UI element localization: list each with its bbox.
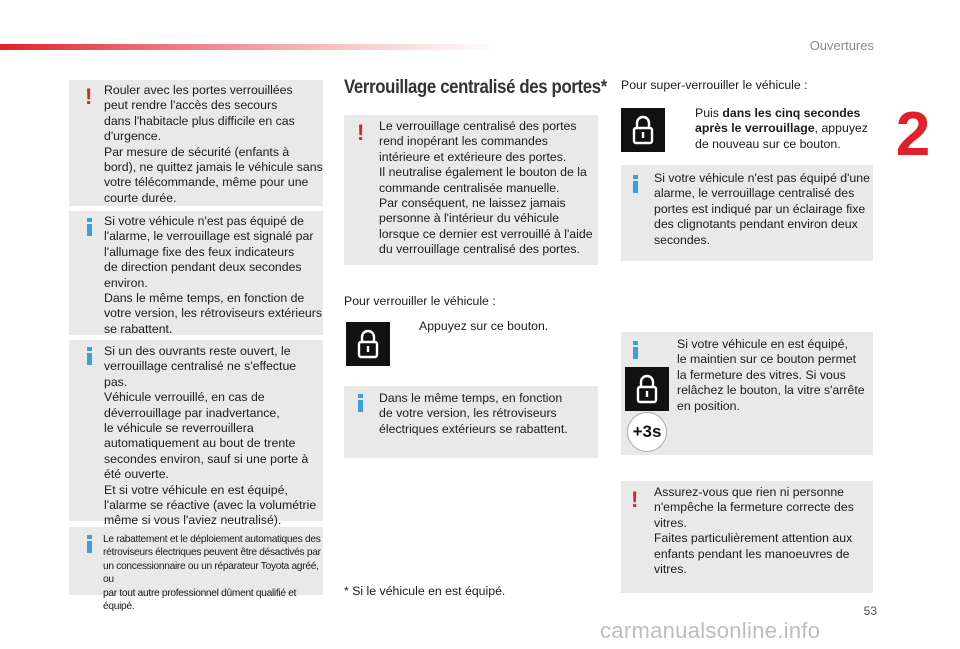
header-accent-bar	[0, 44, 500, 50]
warning-box-doors-locked	[69, 80, 323, 206]
lock-button	[346, 322, 390, 366]
warning-text: Rouler avec les portes verrouillées peut rendre l'accès des secours dans l'habitacle plus difficile en cas d'urgence. Par mesure de sécurité (enfants à bord), ne quittez jamais le véhicule sans votre télécommande, même pour une courte durée.	[104, 83, 323, 205]
lock-icon	[632, 115, 654, 145]
footnote: * Si le véhicule en est équipé.	[344, 584, 506, 598]
info-box-windows	[621, 332, 873, 455]
info-icon	[358, 394, 363, 412]
lock-icon	[357, 329, 379, 359]
chapter-number: 2	[895, 100, 931, 169]
info-text: Si un des ouvrants reste ouvert, le verrouillage centralisé ne s'effectue pas. Véhicule verrouillé, en cas de déverrouillage par inadvertance, le véhicule se reverrouillera automatiquement au bout de trente secondes environ, sauf si une porte à été ouverte. Et si votre véhicule en est équipé, l'alarme se réactive (avec la volumétrie même si vous l'aviez neutralisé).	[104, 344, 317, 528]
lock-icon	[636, 374, 658, 404]
info-text: Si votre véhicule n'est pas équipé de l'alarme, le verrouillage est signalé par l'allumage fixe des feux indicateurs de direction pendant deux secondes environ. Dans le même temps, en fonction de votre version, les rétroviseurs extérieurs se rabattent.	[104, 214, 323, 336]
warning-box-central-locking	[344, 115, 598, 265]
info-box-no-alarm-super	[621, 165, 873, 261]
warning-text: Le verrouillage centralisé des portes rend inopérant les commandes intérieure et extérieure des portes. Il neutralise également le bouton de la commande centralisée manuelle. Par conséquent, ne laissez jamais personne à l'intérieur du véhicule lorsque ce dernier est verrouillé à l'aide du verrouillage centralisé des portes.	[379, 119, 593, 257]
page-title: Verrouillage centralisé des portes*	[344, 76, 607, 98]
section-title: Ouvertures	[809, 38, 874, 53]
hold-3s-badge: +3s	[627, 412, 667, 452]
super-lock-intro: Pour super-verrouiller le véhicule :	[621, 78, 808, 92]
super-lock-step: Puis dans les cinq secondes après le verrouillage, appuyez de nouveau sur ce bouton.	[695, 106, 868, 151]
lock-intro: Pour verrouiller le véhicule :	[344, 294, 496, 308]
info-box-no-alarm	[69, 211, 323, 335]
warning-icon: !	[631, 487, 639, 512]
info-text: Si votre véhicule en est équipé, le maintien sur ce bouton permet la fermeture des vitres. Si vous relâchez le bouton, la vitre s'arrête en position.	[677, 337, 865, 413]
info-text: Dans le même temps, en fonction de votre version, les rétroviseurs électriques extérieurs se rabattent.	[379, 391, 568, 436]
info-icon	[87, 347, 92, 365]
info-box-mirrors-fold	[344, 386, 598, 458]
watermark: carmanualsonline.info	[600, 618, 821, 643]
warning-box-windows	[621, 481, 873, 593]
warning-text: Assurez-vous que rien ni personne n'empêche la fermeture correcte des vitres. Faites particulièrement attention aux enfants pendant les manoeuvres de vitres.	[654, 485, 854, 577]
warning-icon: !	[357, 120, 365, 145]
info-box-mirrors	[69, 527, 323, 613]
info-icon	[633, 341, 638, 359]
info-icon	[87, 535, 92, 553]
page-number: 53	[863, 604, 877, 618]
info-text: Si votre véhicule n'est pas équipé d'une alarme, le verrouillage centralisé des portes est indiqué par un éclairage fixe des clignotants pendant environ deux secondes.	[654, 171, 870, 247]
warning-icon: !	[85, 84, 93, 109]
info-text: Le rabattement et le déploiement automatiques des rétroviseurs électriques peuvent être désactivés par un concessionnaire ou un réparateur Toyota agréé, ou par tout autre professionnel dûment qualifié et équipé.	[103, 534, 321, 613]
info-icon	[87, 218, 92, 236]
info-icon	[633, 175, 638, 193]
info-box-door-open	[69, 340, 323, 528]
lock-button	[621, 108, 665, 152]
lock-step: Appuyez sur ce bouton.	[419, 319, 549, 333]
lock-button	[625, 367, 669, 411]
